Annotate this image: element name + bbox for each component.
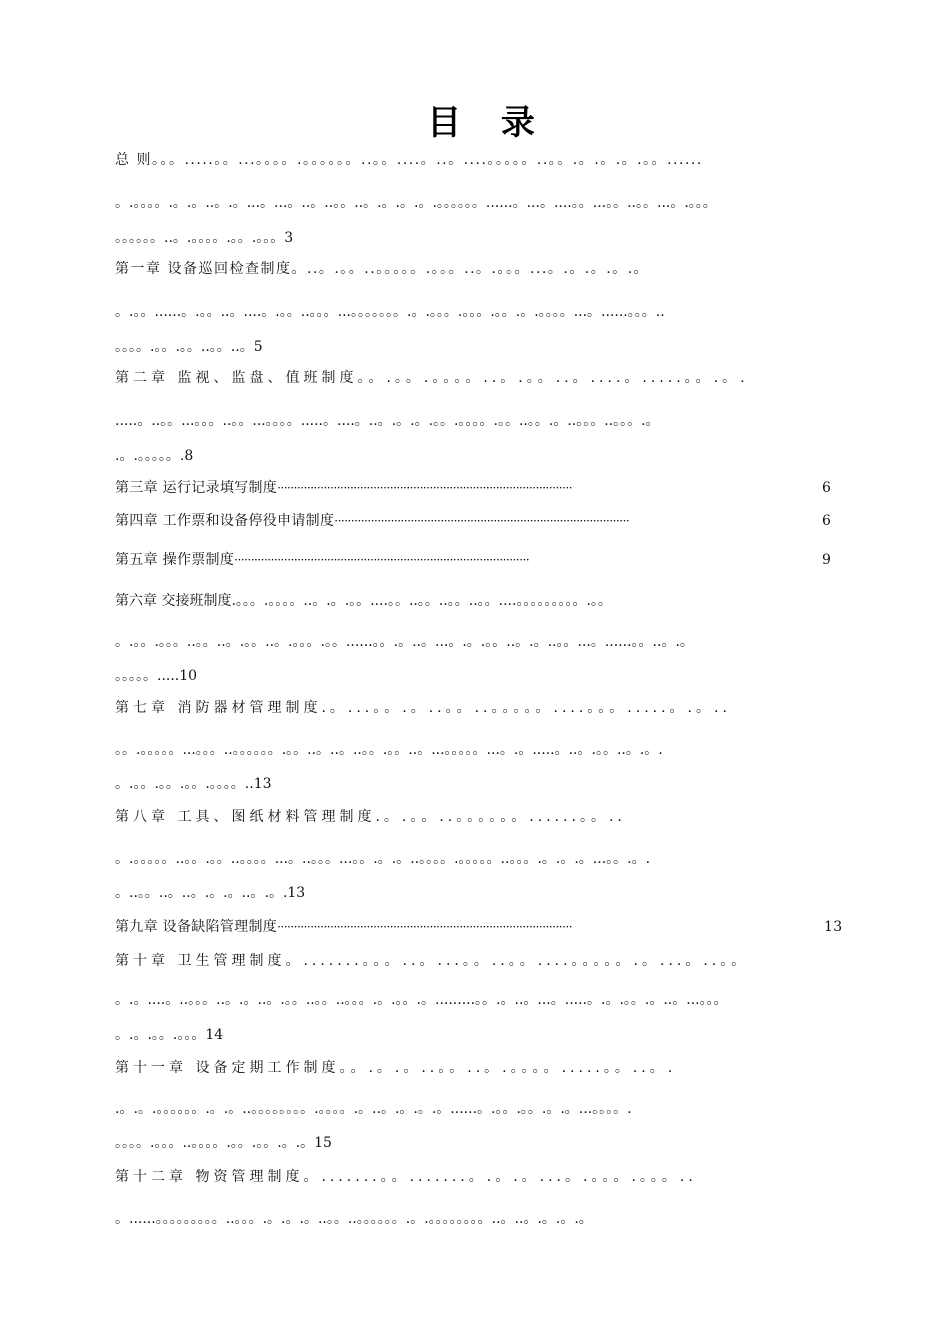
- toc-line: 总 则。。。.....。。...。。。。.。。。。。。..。。....。..。....。。。。。..。。.。.。.。.。。......: [115, 152, 703, 168]
- toc-page-number: 6: [822, 513, 832, 529]
- toc-line: 。。。。。。..。.。。。。.。。.。。。3: [115, 230, 294, 246]
- toc-leader: ·························································································: [277, 481, 573, 495]
- toc-page-number: 9: [822, 552, 832, 568]
- toc-line: 第十章 卫生管理制度。.......。。。..。...。。..。。....。。。。。.。...。..。。: [115, 953, 750, 969]
- toc-line: 第一章 设备巡回检查制度。..。.。。..。。。。。.。。。..。.。。。...。.。.。.。.。: [115, 261, 650, 277]
- toc-line: 。..。。..。..。.。.。..。.。.13: [115, 885, 306, 901]
- toc-line: 第十一章 设备定期工作制度。。.。.。..。。..。.。。。。.....。。..。.: [115, 1060, 677, 1076]
- toc-entry-title: 第三章 运行记录填写制度: [115, 480, 278, 496]
- toc-entry[interactable]: [115, 550, 855, 570]
- toc-line: 第二章 监视、监盘、值班制度。。.。。.。。。。..。.。。..。....。.....。。.。.: [115, 370, 749, 386]
- toc-line: 。。。。。.....10: [115, 668, 198, 684]
- toc-leader: ·························································································: [234, 553, 530, 567]
- toc-entry[interactable]: [115, 511, 855, 531]
- toc-page-number: 13: [824, 919, 843, 935]
- toc-entry-title: 第九章 设备缺陷管理制度: [115, 919, 278, 935]
- toc-entry[interactable]: [115, 917, 855, 937]
- toc-leader: ·························································································: [277, 920, 573, 934]
- toc-entry-title: 第四章 工作票和设备停役申请制度: [115, 513, 335, 529]
- toc-entry[interactable]: [115, 478, 855, 498]
- toc-line: .....。..。。...。。。..。。...。。。。.....。....。..。.。.。.。。.。。。。.。。..。。.。..。。。..。。。.。: [115, 413, 660, 429]
- page-title: 目 录: [427, 103, 549, 143]
- toc-line: .。.。.。。。。。。.。.。..。。。。。。。。.。。。。.。..。.。.。.。......。.。。.。。.。.。...。。。。.: [115, 1101, 632, 1117]
- toc-leader: ·························································································: [334, 514, 630, 528]
- toc-line: 第七章 消防器材管理制度.。...。。.。..。。..。。。。。....。。。.....。.。..: [115, 700, 731, 716]
- toc-line: 第八章 工具、图纸材料管理制度.。.。。..。。。。。。......。。..: [115, 809, 626, 825]
- toc-page-number: 6: [822, 480, 832, 496]
- toc-line: 。.。。。。.。.。..。.。...。...。..。..。。..。.。.。.。.。。。。。。......。...。....。。...。。..。。...。.。。。: [115, 195, 717, 211]
- toc-line: 。。。。.。。.。。..。。..。5: [115, 339, 263, 355]
- toc-line: 第六章 交接班制度.。。。.。。。。..。.。.。。....。。..。。..。。..。。....。。。。。。。。。.。。: [115, 593, 612, 609]
- toc-line: 。。。。.。。。..。。。。.。。.。。.。.。15: [115, 1135, 332, 1151]
- toc-line: 。.。。.。。。..。。..。.。。..。.。。。.。。......。。.。..。...。.。.。。..。.。..。。...。......。。..。.。: [115, 634, 694, 650]
- toc-line: .。.。。。。。.8: [115, 448, 194, 464]
- toc-line: 。.。.。。.。。。14: [115, 1027, 224, 1043]
- toc-line: 。.。。。。。..。。.。。..。。。。...。..。。。...。。.。.。..。。。。.。。。。。..。。。.。.。.。...。。.。.: [115, 851, 651, 867]
- toc-line: 。......。。。。。。。。。..。。。.。.。.。..。。..。。。。。。.。.。。。。。。。。..。..。.。.。.。: [115, 1211, 593, 1227]
- toc-line: 。.。....。..。。。..。.。..。.。。..。。..。。。.。.。。.。.........。。.。..。...。.....。.。.。。.。..。...。。。: [115, 992, 728, 1008]
- toc-entry-title: 第五章 操作票制度: [115, 552, 235, 568]
- toc-line: 。.。。......。.。。..。....。.。。..。。。...。。。。。。。.。.。。。.。。。.。。.。.。。。。...。......。。。..: [115, 304, 665, 320]
- toc-line: 。。.。。。。。...。。。..。。。。。。.。。..。..。..。。.。。..。...。。。。。...。.。.....。..。.。。..。.。.: [115, 742, 663, 758]
- toc-line: 。.。。.。。.。。.。。。。..13: [115, 776, 272, 792]
- toc-line: 第十二章 物资管理制度。.......。。.......。.。.。...。.。。。.。。。..: [115, 1169, 697, 1185]
